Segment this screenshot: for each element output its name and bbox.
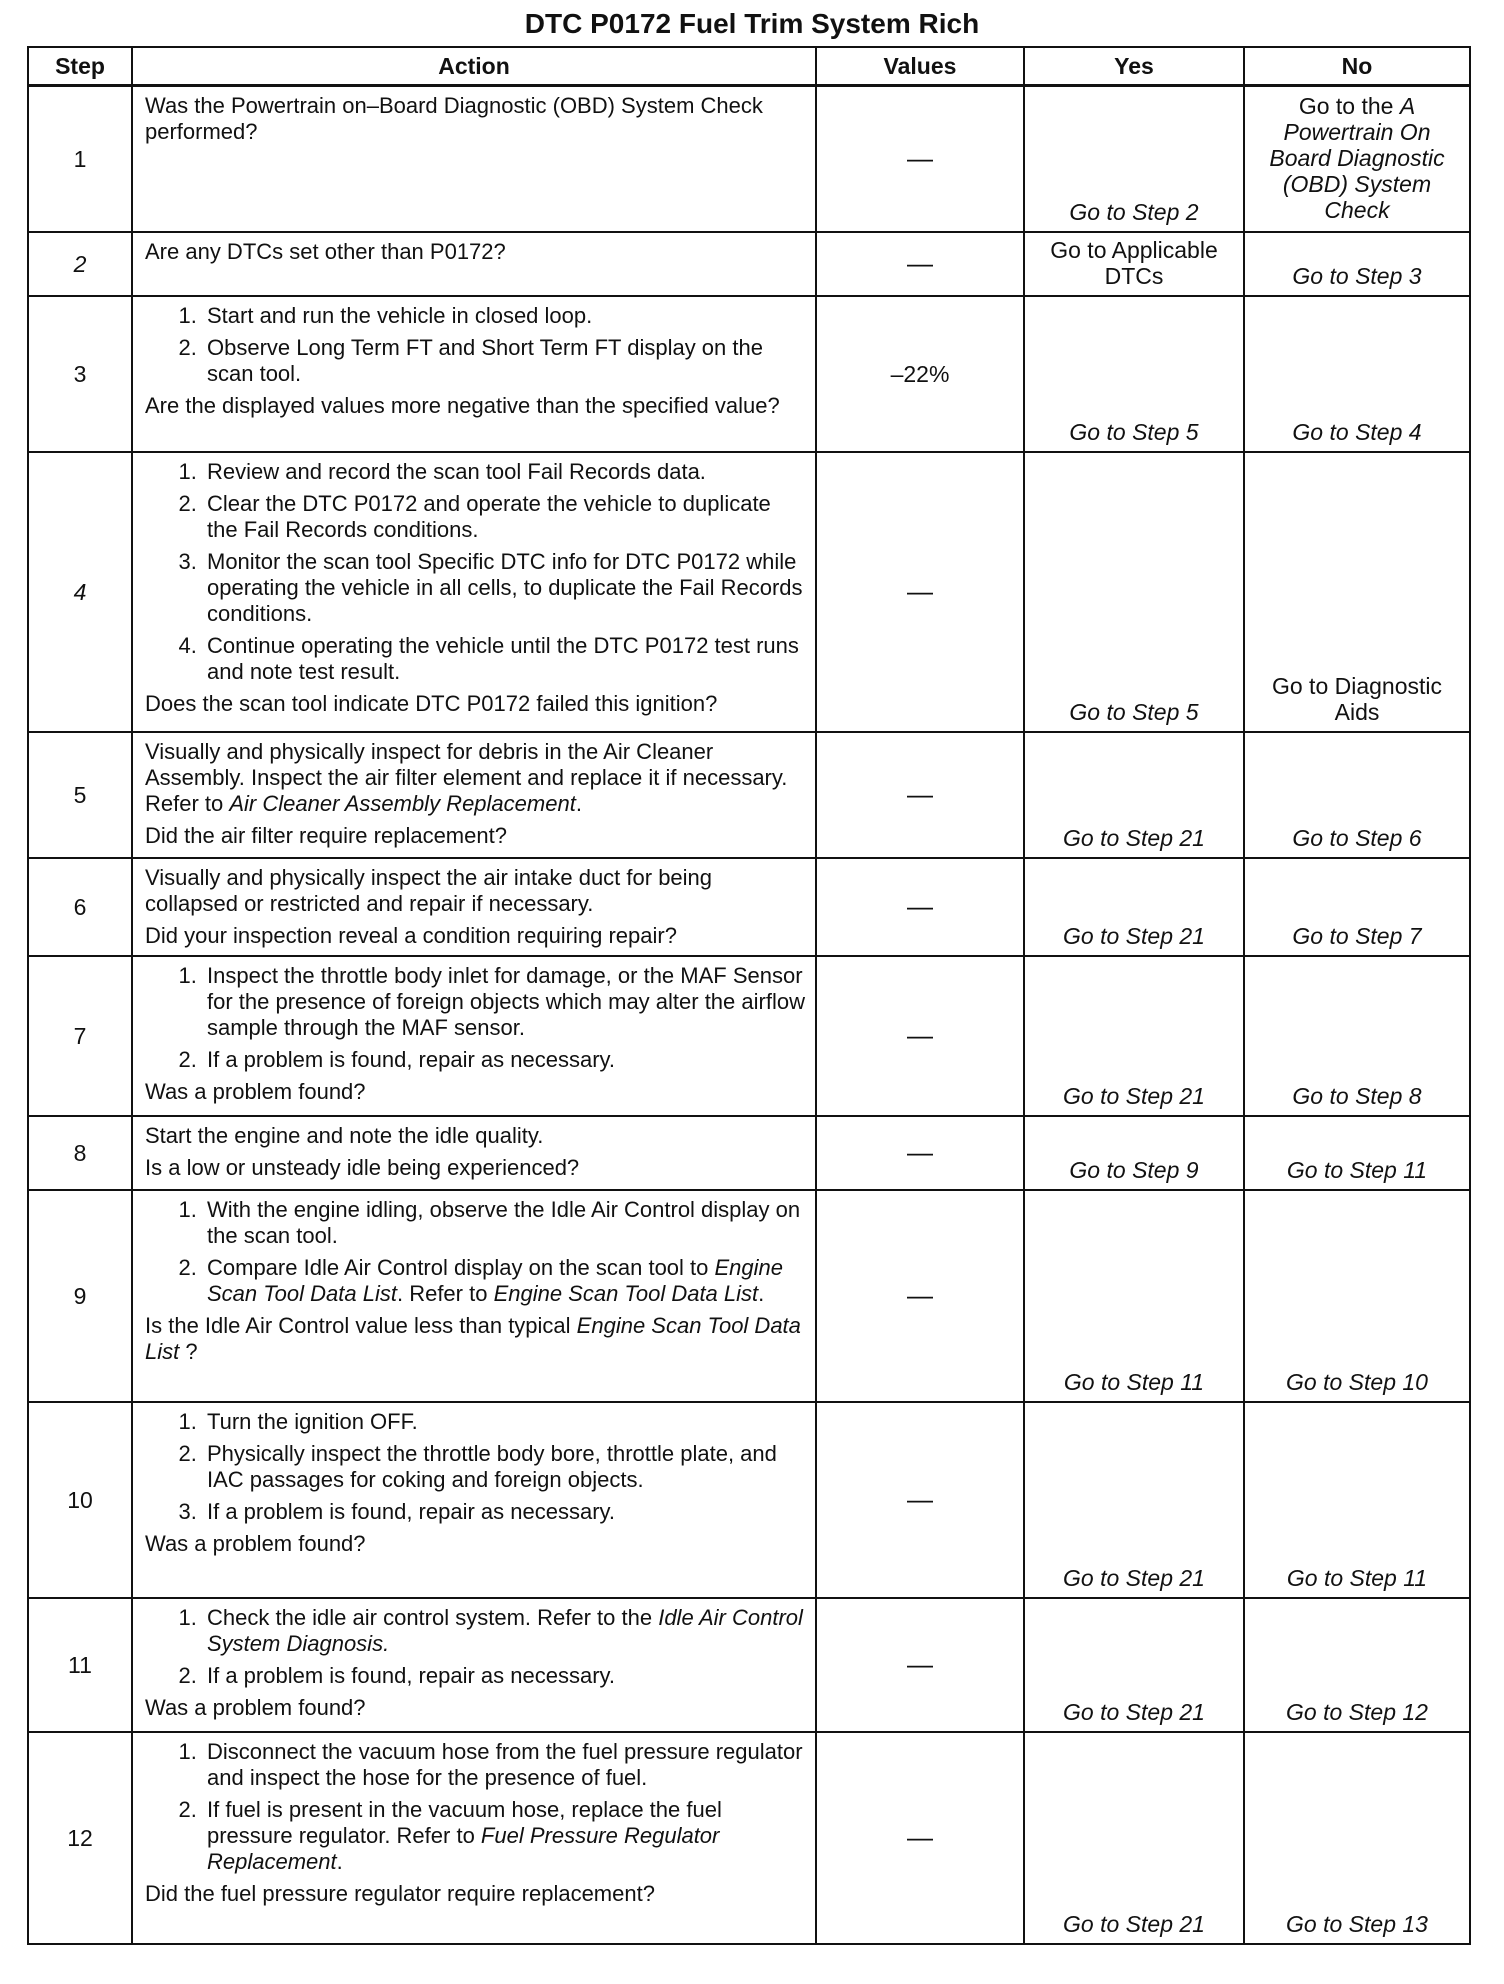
question-text: Did the fuel pressure regulator require replacement?	[145, 1880, 655, 1906]
action-cell	[132, 858, 816, 956]
yes-cell: Go to Step 21	[1024, 1732, 1244, 1944]
yes-cell: Go to Step 21	[1024, 732, 1244, 858]
no-cell: Go to Step 13	[1244, 1732, 1470, 1944]
list-item	[203, 1797, 805, 1875]
column-header-values: Values	[816, 47, 1024, 86]
step-number: 3	[28, 296, 132, 452]
value-cell	[816, 1190, 1024, 1402]
yes-cell: Go to Step 9	[1024, 1116, 1244, 1190]
reference-link-text: Air Cleaner Assembly Replacement	[229, 790, 576, 816]
step-number: 4	[28, 452, 132, 732]
value-cell: –22%	[816, 296, 1024, 452]
list-item: 1. Start and run the vehicle in closed loop.	[203, 303, 805, 329]
reference-link-text: Fuel Pressure Regulator Replacement	[207, 1822, 720, 1874]
action-text: Visually and physically inspect the air intake duct for being collapsed or restricted and repair if necessary.	[145, 864, 713, 916]
column-header-step: Step	[28, 47, 132, 86]
action-cell	[132, 1116, 816, 1190]
step-number: 9	[28, 1190, 132, 1402]
step-number: 1	[28, 86, 132, 232]
list-item-text: .	[758, 1280, 765, 1306]
no-cell: Go to Step 7	[1244, 858, 1470, 956]
step-number: 6	[28, 858, 132, 956]
action-cell	[132, 956, 816, 1116]
value-cell	[816, 232, 1024, 296]
no-cell: Go to Step 11	[1244, 1402, 1470, 1598]
yes-cell: Go to Step 21	[1024, 1402, 1244, 1598]
no-text: Go to the	[1298, 92, 1400, 119]
question-text-part: Is the Idle Air Control value less than typical	[145, 1312, 577, 1338]
value-text: —	[907, 1822, 933, 1852]
action-text-part: .	[575, 790, 582, 816]
value-cell	[816, 956, 1024, 1116]
page-title: DTC P0172 Fuel Trim System Rich	[524, 8, 980, 39]
action-cell	[132, 1190, 816, 1402]
question-text: Did the air filter require replacement?	[145, 822, 507, 848]
question-text: Are the displayed values more negative than the specified value?	[145, 392, 780, 418]
table-row	[28, 1116, 1470, 1190]
no-cell: Go to Step 10	[1244, 1190, 1470, 1402]
list-item: 3. If a problem is found, repair as necessary.	[203, 1499, 805, 1525]
instruction-list	[145, 1739, 805, 1875]
question-text: Is a low or unsteady idle being experienced?	[145, 1154, 580, 1180]
yes-cell: Go to Step 2	[1024, 86, 1244, 232]
instruction-list	[145, 459, 805, 685]
yes-cell: Go to Step 5	[1024, 452, 1244, 732]
list-item: 3. Monitor the scan tool Specific DTC info for DTC P0172 while operating the vehicle in all cells, to duplicate the Fail Records conditions.	[203, 549, 805, 627]
no-cell: Go to Step 8	[1244, 956, 1470, 1116]
column-header-action: Action	[132, 47, 816, 86]
list-item: 2. If a problem is found, repair as necessary.	[203, 1047, 805, 1073]
action-cell	[132, 1402, 816, 1598]
list-item: 2. Physically inspect the throttle body bore, throttle plate, and IAC passages for coking and foreign objects.	[203, 1441, 805, 1493]
value-text: —	[907, 1137, 933, 1167]
list-item-text: Compare Idle Air Control display on the scan tool to	[207, 1254, 715, 1280]
no-cell: Go to Step 4	[1244, 296, 1470, 452]
action-text: Start the engine and note the idle quality.	[145, 1122, 544, 1148]
step-number: 12	[28, 1732, 132, 1944]
action-cell	[132, 1732, 816, 1944]
action-text: Was the Powertrain on–Board Diagnostic (OBD) System Check performed?	[145, 93, 763, 144]
question-text: Did your inspection reveal a condition requiring repair?	[145, 922, 677, 948]
list-item-text: Check the idle air control system. Refer to the	[207, 1604, 659, 1630]
yes-cell: Go to Applicable DTCs	[1024, 232, 1244, 296]
value-text: —	[907, 248, 933, 278]
value-cell	[816, 1732, 1024, 1944]
column-header-no: No	[1244, 47, 1470, 86]
question-text	[145, 1313, 805, 1365]
value-cell	[816, 452, 1024, 732]
action-cell	[132, 296, 816, 452]
list-item: 1. Inspect the throttle body inlet for damage, or the MAF Sensor for the presence of foreign objects which may alter the airflow sample through the MAF sensor.	[203, 963, 805, 1041]
table-row	[28, 296, 1470, 452]
no-cell	[1244, 86, 1470, 232]
instruction-list	[145, 303, 805, 387]
instruction-list	[145, 1409, 805, 1525]
value-text: —	[907, 1020, 933, 1050]
yes-cell: Go to Step 11	[1024, 1190, 1244, 1402]
action-cell	[132, 732, 816, 858]
value-text: —	[907, 576, 933, 606]
question-text: Was a problem found?	[145, 1078, 366, 1104]
instruction-list	[145, 1605, 805, 1689]
step-number: 11	[28, 1598, 132, 1732]
question-text: Was a problem found?	[145, 1530, 366, 1556]
reference-link-text: Engine Scan Tool Data List	[207, 1254, 784, 1306]
step-number: 7	[28, 956, 132, 1116]
question-text: Was a problem found?	[145, 1694, 366, 1720]
list-item-text: .	[336, 1848, 343, 1874]
action-text-part: Visually and physically inspect for debris in the Air Cleaner Assembly. Inspect the air filter element and replace it if necessary. Refer to	[145, 738, 788, 816]
table-row	[28, 452, 1470, 732]
table-row	[28, 1732, 1470, 1944]
table-row	[28, 1402, 1470, 1598]
action-text: Are any DTCs set other than P0172?	[145, 238, 506, 264]
list-item: 1. Disconnect the vacuum hose from the fuel pressure regulator and inspect the hose for the presence of fuel.	[203, 1739, 805, 1791]
action-cell	[132, 1598, 816, 1732]
value-text: —	[907, 1484, 933, 1514]
instruction-list	[145, 963, 805, 1073]
list-item: 2. If a problem is found, repair as necessary.	[203, 1663, 805, 1689]
reference-link-text: Engine Scan Tool Data List	[493, 1280, 759, 1306]
table-row	[28, 1190, 1470, 1402]
value-cell	[816, 86, 1024, 232]
yes-cell: Go to Step 21	[1024, 1598, 1244, 1732]
table-row	[28, 232, 1470, 296]
value-cell	[816, 1402, 1024, 1598]
yes-cell: Go to Step 5	[1024, 296, 1244, 452]
yes-cell: Go to Step 21	[1024, 956, 1244, 1116]
value-text: —	[907, 779, 933, 809]
diagnostic-table	[27, 46, 1471, 1945]
value-text: —	[907, 1280, 933, 1310]
reference-link-text: Engine Scan Tool Data List	[145, 1312, 801, 1364]
action-text	[145, 739, 805, 817]
reference-link-text: Idle Air Control System Diagnosis.	[207, 1604, 803, 1656]
no-cell: Go to Diagnostic Aids	[1244, 452, 1470, 732]
instruction-list	[145, 1197, 805, 1307]
list-item: 2. Clear the DTC P0172 and operate the vehicle to duplicate the Fail Records conditions.	[203, 491, 805, 543]
list-item: 4. Continue operating the vehicle until the DTC P0172 test runs and note test result.	[203, 633, 805, 685]
value-text: —	[907, 1649, 933, 1679]
column-header-yes: Yes	[1024, 47, 1244, 86]
step-number: 2	[28, 232, 132, 296]
list-item-text: If fuel is present in the vacuum hose, replace the fuel pressure regulator. Refer to	[207, 1796, 722, 1848]
step-number: 5	[28, 732, 132, 858]
no-cell: Go to Step 12	[1244, 1598, 1470, 1732]
action-cell	[132, 452, 816, 732]
list-item	[203, 1255, 805, 1307]
table-row	[28, 956, 1470, 1116]
no-cell: Go to Step 6	[1244, 732, 1470, 858]
value-cell	[816, 1598, 1024, 1732]
table-row	[28, 732, 1470, 858]
table-row	[28, 858, 1470, 956]
list-item: 2. Observe Long Term FT and Short Term FT display on the scan tool.	[203, 335, 805, 387]
header-row	[28, 47, 1470, 86]
step-number: 10	[28, 1402, 132, 1598]
list-item: 1. Review and record the scan tool Fail Records data.	[203, 459, 805, 485]
action-cell	[132, 86, 816, 232]
value-cell	[816, 732, 1024, 858]
no-cell: Go to Step 11	[1244, 1116, 1470, 1190]
question-text-part: ?	[179, 1338, 198, 1364]
step-number: 8	[28, 1116, 132, 1190]
list-item-text: . Refer to	[396, 1280, 494, 1306]
value-cell	[816, 858, 1024, 956]
table-row	[28, 86, 1470, 232]
list-item	[203, 1605, 805, 1657]
table-row	[28, 1598, 1470, 1732]
question-text: Does the scan tool indicate DTC P0172 failed this ignition?	[145, 690, 718, 716]
no-cell: Go to Step 3	[1244, 232, 1470, 296]
no-text-italic: A Powertrain On Board Diagnostic (OBD) System Check	[1269, 92, 1445, 223]
yes-cell: Go to Step 21	[1024, 858, 1244, 956]
value-text: —	[907, 143, 933, 174]
list-item: 1. Turn the ignition OFF.	[203, 1409, 805, 1435]
value-cell	[816, 1116, 1024, 1190]
value-text: —	[907, 891, 933, 921]
action-cell	[132, 232, 816, 296]
list-item: 1. With the engine idling, observe the Idle Air Control display on the scan tool.	[203, 1197, 805, 1249]
